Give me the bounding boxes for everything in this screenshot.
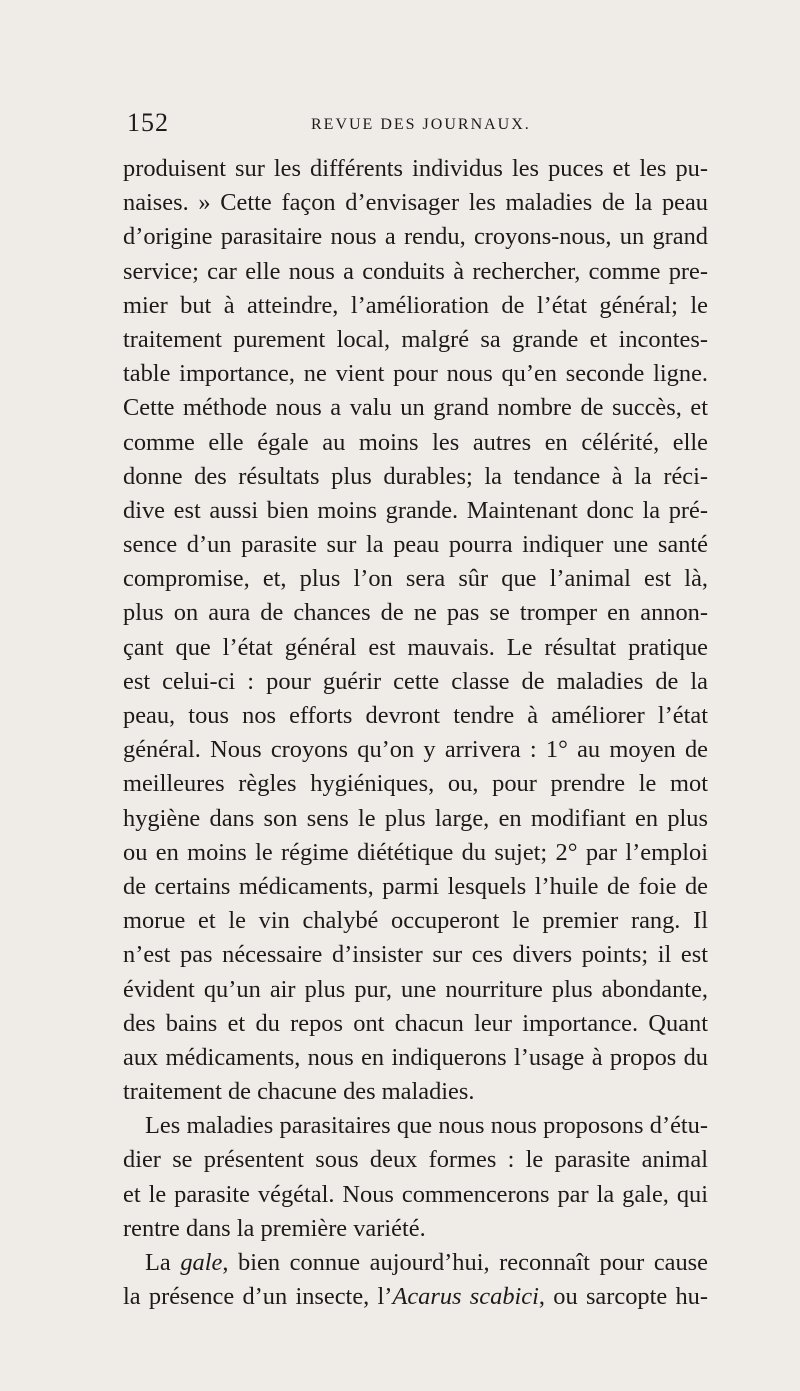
text-line: morue et le vin chalybé occuperont le premier rang. Il (123, 907, 708, 935)
text-line (123, 1280, 708, 1314)
text-line: des bains et du repos ont chacun leur importance. Quant (123, 1009, 708, 1037)
text-line: hygiène dans son sens le plus large, en modifiant en plus (123, 804, 708, 832)
text-line: donne des résultats plus durables; la tendance à la réci- (123, 462, 708, 490)
text-line: et le parasite végétal. Nous commencerons par la gale, qui (123, 1180, 708, 1208)
text-line: peau, tous nos efforts devront tendre à améliorer l’état (123, 702, 708, 729)
text-line: traitement purement local, malgré sa grande et incontes- (123, 325, 708, 353)
text-line: rentre dans la première variété. (123, 1214, 426, 1242)
text-line: meilleures règles hygiéniques, ou, pour prendre le mot (123, 770, 708, 798)
text-line: mier but à atteindre, l’amélioration de l’état général; le (123, 291, 708, 319)
text-line: naises. » Cette façon d’envisager les maladies de la peau (123, 189, 708, 217)
text-fragment: , bien connue aujourd’hui, reconnaît pour cause (222, 1249, 708, 1276)
page-header (123, 108, 708, 142)
text-line: dive est aussi bien moins grande. Maintenant donc la pré- (123, 496, 708, 524)
running-head: REVUE DES JOURNAUX. (311, 116, 531, 133)
text-line: Cette méthode nous a valu un grand nombre de succès, et (123, 394, 708, 422)
text-line: d’origine parasitaire nous a rendu, croyons-nous, un grand (123, 223, 708, 251)
text-fragment: La (145, 1249, 181, 1276)
body-text (123, 152, 708, 1314)
text-line: de certains médicaments, parmi lesquels l’huile de foie de (123, 872, 708, 900)
text-line: çant que l’état général est mauvais. Le résultat pratique (123, 633, 708, 661)
text-fragment: la présence d’un insecte, l’ (123, 1283, 393, 1311)
text-line: traitement de chacune des maladies. (123, 1078, 475, 1106)
text-line: ou en moins le régime diététique du sujet; 2° par l’emploi (123, 838, 708, 866)
text-line: service; car elle nous a conduits à rechercher, comme pre- (123, 257, 708, 285)
text-line: Les maladies parasitaires que nous nous proposons d’étu- (145, 1112, 708, 1140)
text-line: comme elle égale au moins les autres en célérité, elle (123, 428, 708, 456)
text-line: dier se présentent sous deux formes : le parasite animal (123, 1146, 708, 1174)
text-line: est celui-ci : pour guérir cette classe de maladies de la (123, 667, 708, 695)
italic-term-gale: gale (180, 1249, 223, 1276)
text-line: général. Nous croyons qu’on y arrivera : 1° au moyen de (123, 736, 708, 764)
text-line: produisent sur les différents individus les puces et les pu- (123, 155, 708, 182)
text-line: n’est pas nécessaire d’insister sur ces divers points; il est (123, 941, 708, 969)
text-line: table importance, ne vient pour nous qu’en seconde ligne. (123, 360, 708, 388)
italic-term-acarus: Acarus scabici (392, 1283, 539, 1311)
text-line: plus on aura de chances de ne pas se tromper en annon- (123, 599, 708, 627)
text-line: aux médicaments, nous en indiquerons l’usage à propos du (123, 1043, 708, 1071)
page-number: 152 (127, 108, 169, 137)
text-line: évident qu’un air plus pur, une nourriture plus abondante, (123, 975, 708, 1003)
text-line: compromise, et, plus l’on sera sûr que l’animal est là, (123, 565, 708, 593)
text-line (123, 1246, 708, 1280)
text-line: sence d’un parasite sur la peau pourra indiquer une santé (123, 531, 708, 559)
text-fragment: , ou sarcopte hu- (538, 1283, 708, 1311)
